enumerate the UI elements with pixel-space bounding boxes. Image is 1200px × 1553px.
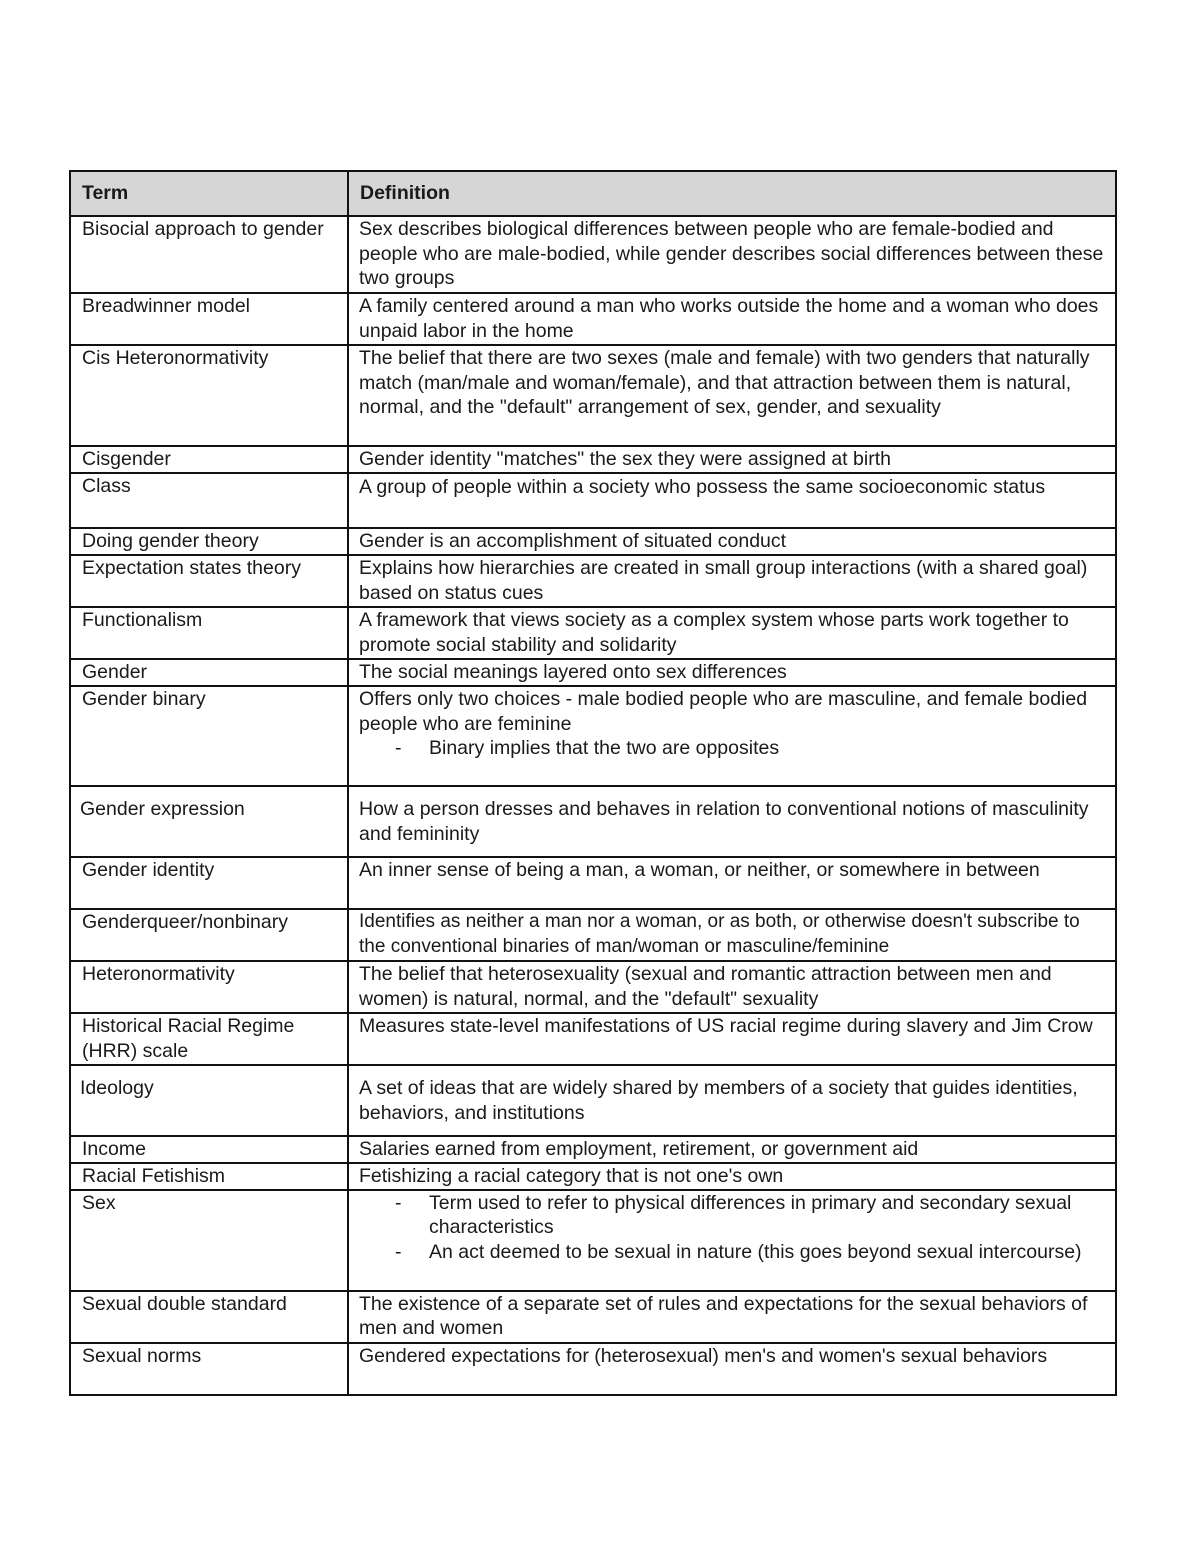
- term-cell: Historical Racial Regime (HRR) scale: [70, 1013, 348, 1065]
- term-cell: Heteronormativity: [70, 961, 348, 1013]
- table-row: [70, 1065, 1116, 1136]
- table-row: [70, 961, 1116, 1013]
- definition-cell: Gender identity "matches" the sex they were assigned at birth: [348, 446, 1116, 473]
- definition-cell: The existence of a separate set of rules and expectations for the sexual behaviors of men and women: [348, 1291, 1116, 1343]
- bullet-item: - Binary implies that the two are opposites: [429, 736, 1105, 761]
- definition-cell: Explains how hierarchies are created in small group interactions (with a shared goal) based on status cues: [348, 555, 1116, 607]
- term-cell: Bisocial approach to gender: [70, 216, 348, 293]
- term-cell: Cis Heteronormativity: [70, 345, 348, 446]
- table-row: [70, 909, 1116, 961]
- term-cell: Gender: [70, 659, 348, 686]
- definition-cell: A set of ideas that are widely shared by members of a society that guides identities, behaviors, and institutions: [348, 1065, 1116, 1136]
- definition-cell: The belief that heterosexuality (sexual and romantic attraction between men and women) is natural, normal, and the "default" sexuality: [348, 961, 1116, 1013]
- table-row: [70, 345, 1116, 446]
- term-cell: Sexual norms: [70, 1343, 348, 1395]
- bullet-item: - Term used to refer to physical differences in primary and secondary sexual characteristics: [429, 1191, 1105, 1240]
- table-row: [70, 786, 1116, 857]
- table-row: [70, 1163, 1116, 1190]
- definition-cell: A group of people within a society who possess the same socioeconomic status: [348, 473, 1116, 528]
- definition-cell: Salaries earned from employment, retirement, or government aid: [348, 1136, 1116, 1163]
- table-header-row: [70, 171, 1116, 216]
- definition-cell: Measures state-level manifestations of US racial regime during slavery and Jim Crow: [348, 1013, 1116, 1065]
- table-row: [70, 293, 1116, 345]
- table-row: [70, 446, 1116, 473]
- definition-cell: Fetishizing a racial category that is not one's own: [348, 1163, 1116, 1190]
- bullet-list: [359, 1191, 1105, 1265]
- term-cell: Ideology: [70, 1065, 348, 1136]
- term-cell: Class: [70, 473, 348, 528]
- glossary-table: [69, 170, 1117, 1396]
- table-row: [70, 216, 1116, 293]
- table-row: [70, 686, 1116, 786]
- term-cell: Functionalism: [70, 607, 348, 659]
- definition-cell: An inner sense of being a man, a woman, or neither, or somewhere in between: [348, 857, 1116, 909]
- table-row: [70, 555, 1116, 607]
- term-cell: Cisgender: [70, 446, 348, 473]
- term-cell: Income: [70, 1136, 348, 1163]
- term-cell: Gender expression: [70, 786, 348, 857]
- definition-cell: The social meanings layered onto sex differences: [348, 659, 1116, 686]
- table-row: [70, 659, 1116, 686]
- table-row: [70, 1190, 1116, 1291]
- term-cell: Racial Fetishism: [70, 1163, 348, 1190]
- table-row: [70, 857, 1116, 909]
- definition-cell: How a person dresses and behaves in relation to conventional notions of masculinity and femininity: [348, 786, 1116, 857]
- definition-cell: Gender is an accomplishment of situated conduct: [348, 528, 1116, 555]
- term-cell: Doing gender theory: [70, 528, 348, 555]
- table-row: [70, 473, 1116, 528]
- table-row: [70, 528, 1116, 555]
- definition-cell: [348, 686, 1116, 786]
- definition-cell: A framework that views society as a complex system whose parts work together to promote social stability and solidarity: [348, 607, 1116, 659]
- term-cell: Gender identity: [70, 857, 348, 909]
- table-row: [70, 607, 1116, 659]
- definition-text: Offers only two choices - male bodied people who are masculine, and female bodied people who are feminine: [359, 688, 1088, 735]
- term-cell: Sexual double standard: [70, 1291, 348, 1343]
- definition-cell: Identifies as neither a man nor a woman, or as both, or otherwise doesn't subscribe to the conventional binaries of man/woman or masculine/feminine: [348, 909, 1116, 961]
- term-cell: Breadwinner model: [70, 293, 348, 345]
- definition-cell: Gendered expectations for (heterosexual) men's and women's sexual behaviors: [348, 1343, 1116, 1395]
- table-row: [70, 1013, 1116, 1065]
- term-cell: Genderqueer/nonbinary: [70, 909, 348, 961]
- definition-cell: [348, 1190, 1116, 1291]
- bullet-item: - An act deemed to be sexual in nature (this goes beyond sexual intercourse): [429, 1240, 1105, 1265]
- term-cell: Expectation states theory: [70, 555, 348, 607]
- definition-cell: Sex describes biological differences between people who are female-bodied and people who are male-bodied, while gender describes social differences between these two groups: [348, 216, 1116, 293]
- table-row: [70, 1291, 1116, 1343]
- term-cell: Gender binary: [70, 686, 348, 786]
- bullet-list: [359, 736, 1105, 761]
- table-row: [70, 1343, 1116, 1395]
- header-definition: Definition: [348, 171, 1116, 216]
- header-term: Term: [70, 171, 348, 216]
- definition-cell: The belief that there are two sexes (male and female) with two genders that naturally match (man/male and woman/female), and that attraction between them is natural, normal, and the "default" arrangement of sex, gender, and sexuality: [348, 345, 1116, 446]
- table-row: [70, 1136, 1116, 1163]
- term-cell: Sex: [70, 1190, 348, 1291]
- definition-cell: A family centered around a man who works outside the home and a woman who does unpaid labor in the home: [348, 293, 1116, 345]
